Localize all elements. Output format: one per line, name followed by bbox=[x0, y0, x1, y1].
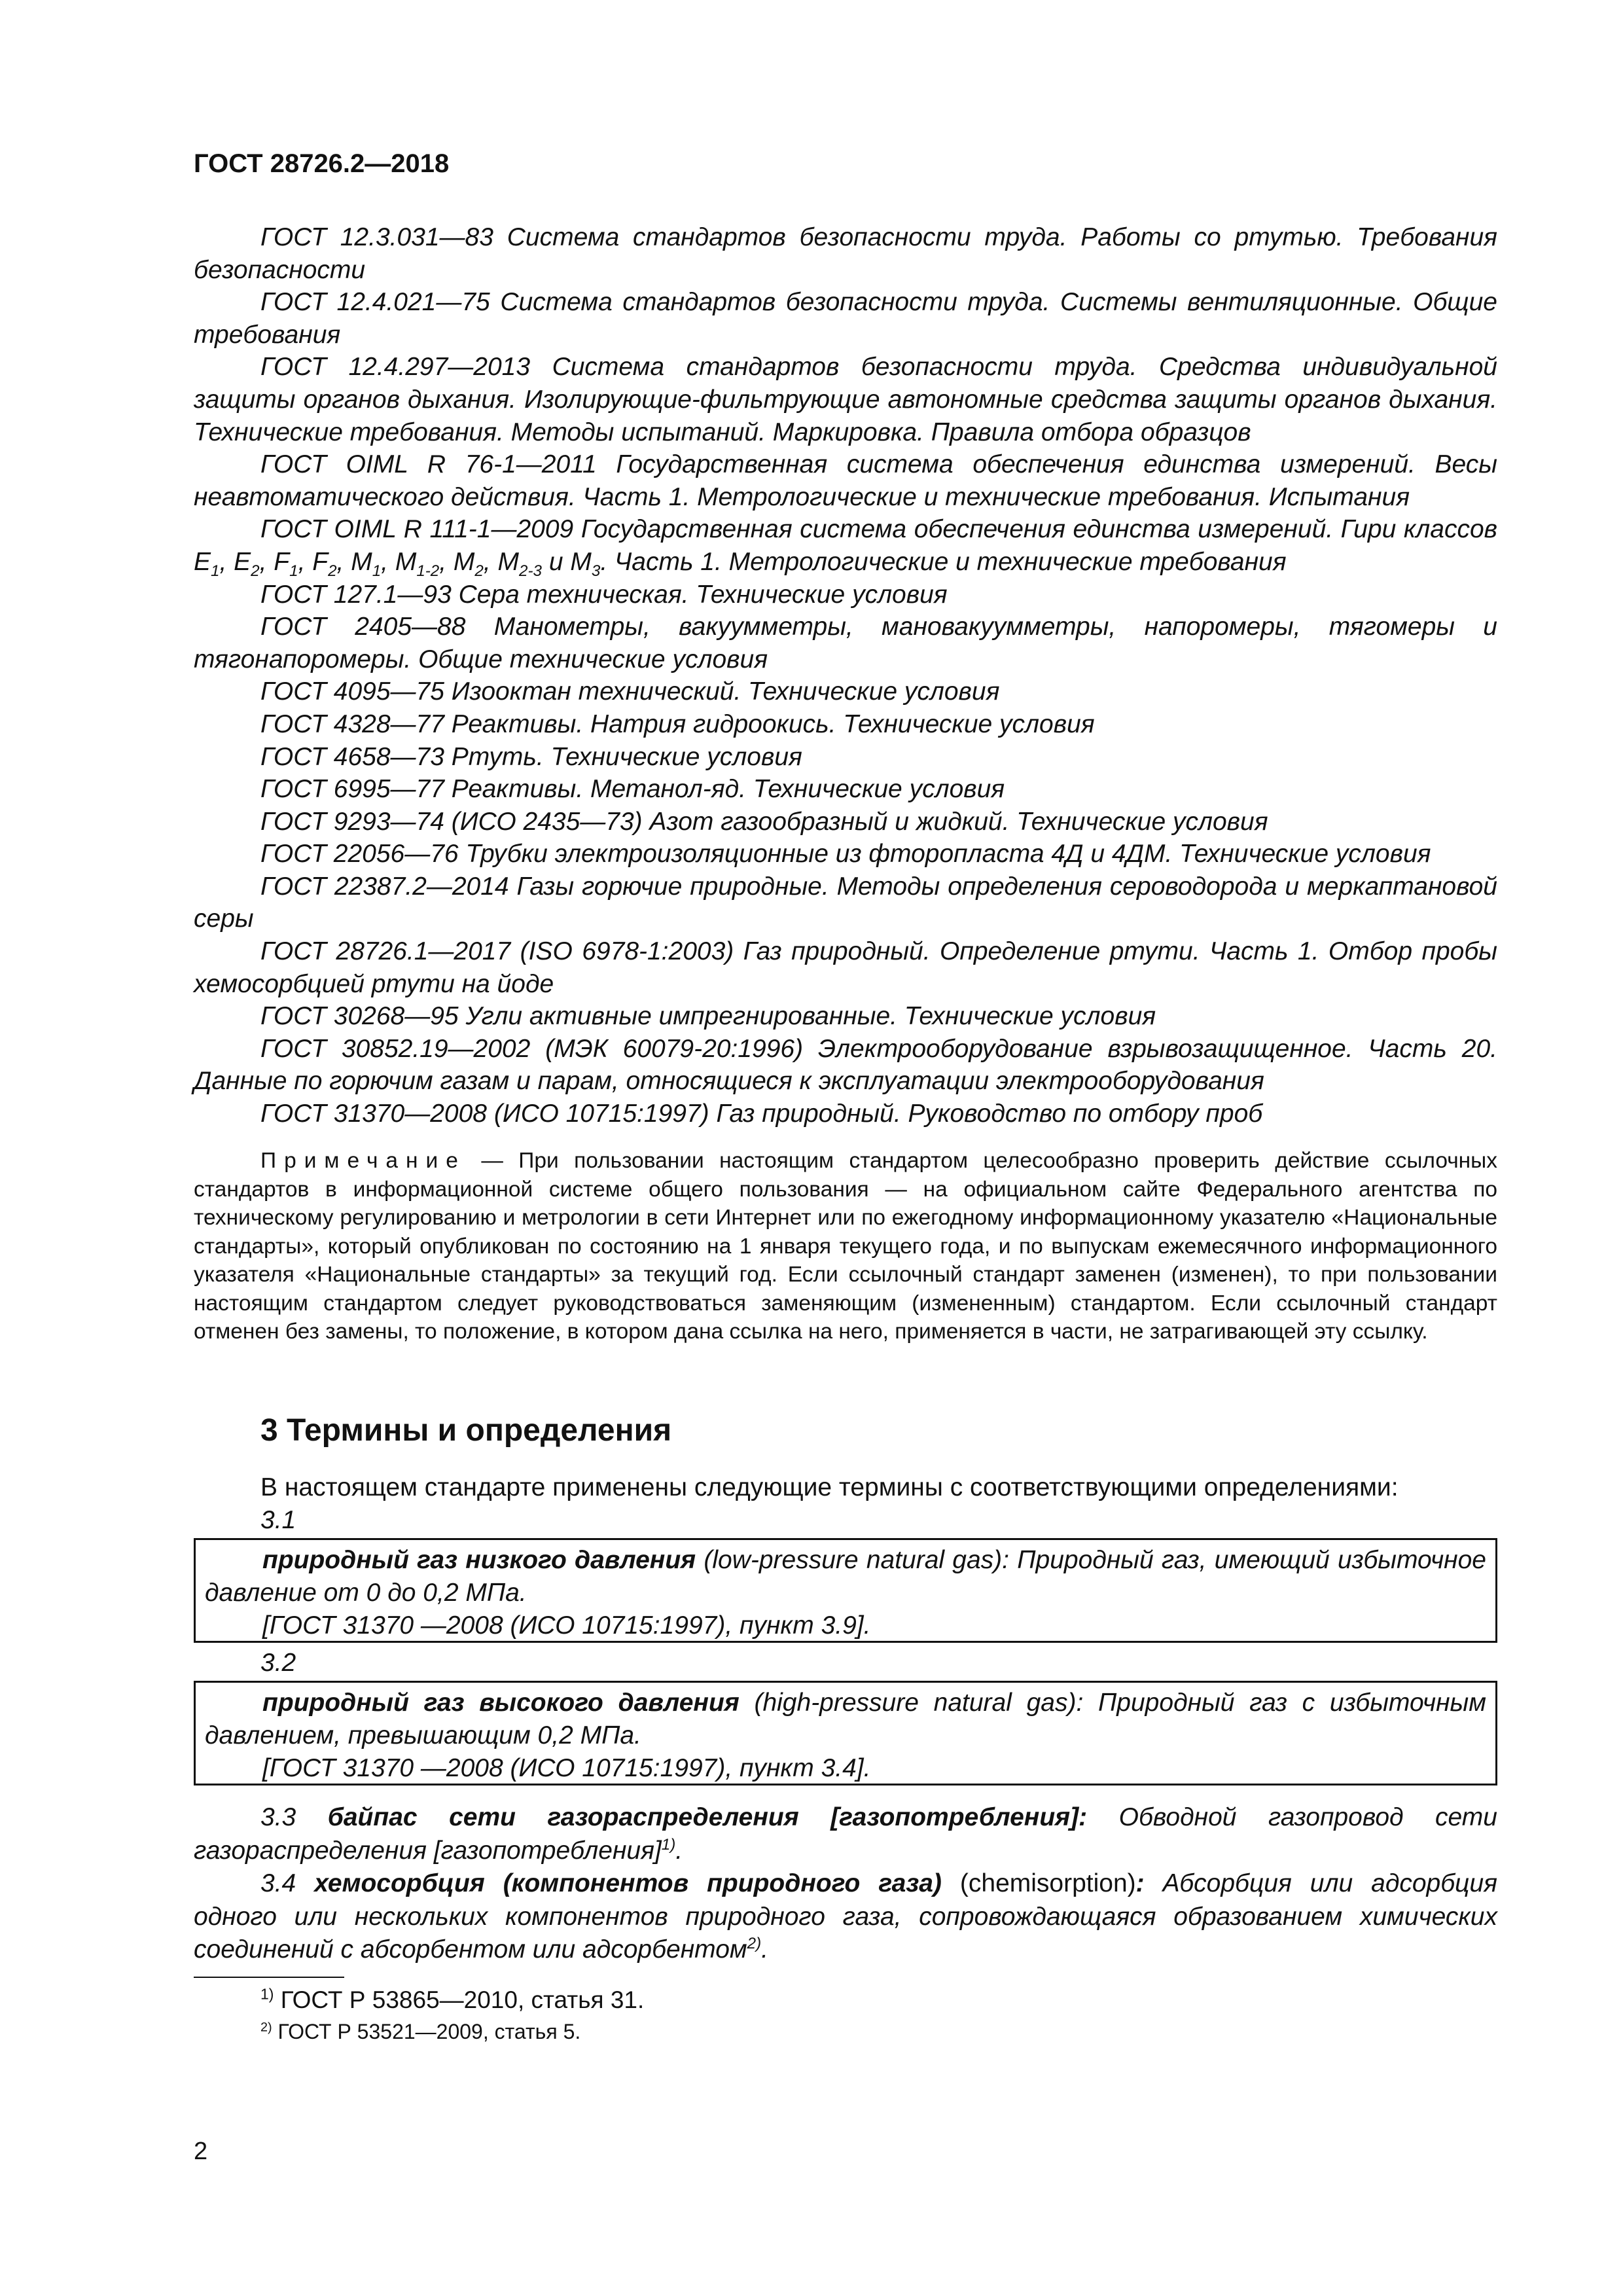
term-definition: Природный газ, имеющий избыточное давление от 0 до 0,2 МПа. bbox=[205, 1546, 1486, 1607]
footnotes bbox=[260, 1984, 644, 2047]
section-intro: В настоящем стандарте применены следующие термины с соответствующими определениями: bbox=[260, 1473, 1399, 1501]
reference-item: ГОСТ 9293—74 (ИСО 2435—73) Азот газообразный и жидкий. Технические условия bbox=[260, 807, 1268, 836]
reference-item: ГОСТ 127.1—93 Сера техническая. Технические условия bbox=[260, 580, 948, 609]
term-definitions bbox=[194, 1801, 1497, 1967]
document-header-title: ГОСТ 28726.2—2018 bbox=[194, 149, 450, 178]
reference-item: ГОСТ 4328—77 Реактивы. Натрия гидроокись. Технические условия bbox=[260, 709, 1095, 738]
term-box bbox=[194, 1681, 1497, 1785]
reference-item: ГОСТ 2405—88 Манометры, вакуумметры, мановакуумметры, напоромеры, тягомеры и тягонапоромеры. Общие технические условия bbox=[194, 613, 1497, 673]
reference-item: ГОСТ 12.3.031—83 Система стандартов безопасности труда. Работы со ртутью. Требования безопасности bbox=[194, 223, 1497, 284]
reference-item: ГОСТ 12.4.297—2013 Система стандартов безопасности труда. Средства индивидуальной защиты органов дыхания. Изолирующие-фильтрующие автономные средства защиты органов дыхания. Технические требования. Методы испытаний. Маркировка. Правила отбора образцов bbox=[194, 353, 1498, 446]
term-name: природный газ высокого давления bbox=[262, 1689, 740, 1717]
reference-item: ГОСТ OIML R 76-1—2011 Государственная система обеспечения единства измерений. Весы неавтоматического действия. Часть 1. Метрологические и технические требования. Испытания bbox=[194, 450, 1497, 511]
term-name: байпас сети газораспределения [газопотребления]: bbox=[327, 1803, 1088, 1831]
section-title: 3 Термины и определения bbox=[260, 1413, 672, 1448]
reference-item: ГОСТ 30268—95 Угли активные импрегнированные. Технические условия bbox=[260, 1002, 1156, 1031]
footnote-separator bbox=[194, 1977, 344, 1978]
note-text: — При пользовании настоящим стандартом целесообразно проверить действие ссылочных стандартов в информационной системе общего пользования — на официальном сайте Федерального агентства по техническому регулированию и метрологии в сети Интернет или по ежегодному информационному указателю «Национальные стандарты», который опубликован по состоянию на 1 января текущего года, и по выпускам ежемесячного информационного указателя «Национальные стандарты» за текущий год. Если ссылочный стандарт заменен (изменен), то при пользовании настоящим стандартом следует руководствоваться заменяющим (измененным) стандартом. Если ссылочный стандарт отменен без замены, то положение, в котором дана ссылка на него, применяется в части, не затрагивающей эту ссылку. bbox=[194, 1149, 1497, 1344]
reference-item: ГОСТ 22387.2—2014 Газы горючие природные. Методы определения сероводорода и меркаптановой серы bbox=[194, 872, 1497, 933]
definition-item: 3.4 хемосорбция (компонентов природного газа) (chemisorption): Абсорбция или адсорбция одного или нескольких компонентов природного газа, сопровождающаяся образованием химических соединений с абсорбентом или адсорбентом$^{2)}$. bbox=[194, 1869, 1498, 1964]
reference-item: ГОСТ 4658—73 Ртуть. Технические условия bbox=[260, 742, 802, 771]
footnote-ref[interactable]: 1) bbox=[661, 1835, 676, 1854]
note-label: Примечание bbox=[260, 1149, 466, 1173]
term-source: [ГОСТ 31370 —2008 (ИСО 10715:1997), пункт 3.4]. bbox=[262, 1754, 871, 1782]
weight-class-list: $E_1$, $E_2$, $F_1$, $F_2$, $M_1$, $M_{1-2}$, $M_2$, $M_{2-3}$ и $M_3$. bbox=[194, 547, 608, 580]
footnote-item: $^{1)}$ ГОСТ Р 53865—2010, статья 31. bbox=[260, 1985, 645, 2013]
reference-item: ГОСТ 31370—2008 (ИСО 10715:1997) Газ природный. Руководство по отбору проб bbox=[260, 1100, 1263, 1128]
reference-item: ГОСТ 12.4.021—75 Система стандартов безопасности труда. Системы вентиляционные. Общие требования bbox=[194, 288, 1497, 349]
term-number: 3.2 bbox=[260, 1649, 296, 1677]
normative-references bbox=[194, 221, 1497, 1130]
term-definition: Природный газ с избыточным давлением, превышающим 0,2 МПа. bbox=[205, 1689, 1486, 1749]
page-number: 2 bbox=[194, 2138, 208, 2165]
footnote-ref[interactable]: 2) bbox=[747, 1935, 762, 1952]
reference-item: ГОСТ 6995—77 Реактивы. Метанол-яд. Технические условия bbox=[260, 775, 1005, 804]
footnote-item: $^{2)}$ ГОСТ Р 53521—2009, статья 5. bbox=[260, 2020, 581, 2043]
term-name: хемосорбция (компонентов природного газа) bbox=[314, 1869, 942, 1897]
term-source: [ГОСТ 31370 —2008 (ИСО 10715:1997), пункт 3.9]. bbox=[262, 1611, 871, 1640]
term-number: 3.1 bbox=[260, 1506, 296, 1534]
reference-item: ГОСТ 4095—75 Изооктан технический. Технические условия bbox=[260, 677, 1000, 706]
definition-item: 3.3 байпас сети газораспределения [газопотребления]: Обводной газопровод сети газораспределения [газопотребления]$^{1)}$. bbox=[194, 1803, 1497, 1865]
reference-item: ГОСТ 30852.19—2002 (МЭК 60079-20:1996) Электрооборудование взрывозащищенное. Часть 20. Данные по горючим газам и парам, относящиеся к эксплуатации электрооборудования bbox=[194, 1034, 1497, 1096]
note-block bbox=[194, 1147, 1497, 1346]
term-name: природный газ низкого давления bbox=[262, 1546, 696, 1574]
term-english: (high-pressure natural gas): bbox=[754, 1689, 1084, 1717]
reference-item: ГОСТ 28726.1—2017 (ISO 6978-1:2003) Газ природный. Определение ртути. Часть 1. Отбор пробы хемосорбцией ртути на йоде bbox=[194, 937, 1497, 998]
term-english: (chemisorption) bbox=[959, 1869, 1136, 1897]
reference-item: ГОСТ 22056—76 Трубки электроизоляционные из фторопласта 4Д и 4ДМ. Технические условия bbox=[260, 840, 1431, 869]
term-box bbox=[194, 1538, 1497, 1643]
reference-item: ГОСТ OIML R 111-1—2009 Государственная система обеспечения единства измерений. Гири классов $E_1$, $E_2$, $F_1$, $F_2$, $M_1$, $M_{1-2}$, $M_2$, $M_{2-3}$ и $M_3$. Часть 1. Метрологические и технические требования bbox=[194, 515, 1497, 580]
term-english: (low-pressure natural gas): bbox=[704, 1546, 1010, 1574]
